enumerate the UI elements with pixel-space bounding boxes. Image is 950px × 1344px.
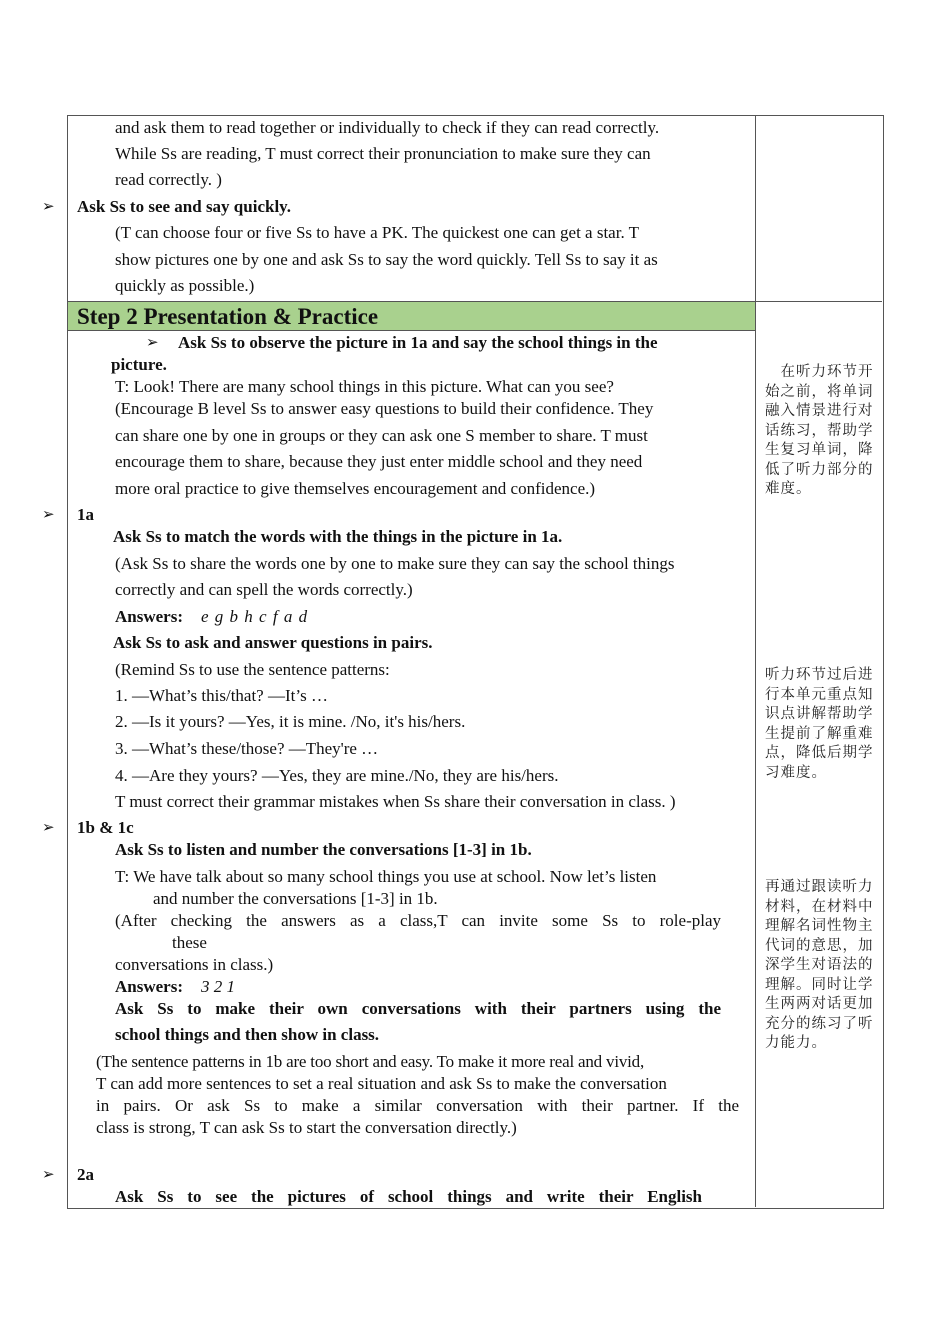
section-label: 1b & 1c: [77, 818, 134, 837]
activity-heading: Ask Ss to match the words with the things in the picture in 1a.: [113, 527, 563, 546]
teaching-note: 再通过跟读听力材料，在材料中理解名词性物主代词的意思，加深学生对语法的理解。同时让学生两两对话更加充分的练习了听力能力。: [765, 879, 874, 1051]
answers-value: e g b h c f a d: [201, 607, 308, 626]
text-line: 4. —Are they yours? —Yes, they are mine./No, they are his/hers.: [115, 766, 559, 785]
activity-heading: Ask Ss to ask and answer questions in pairs.: [113, 633, 433, 652]
teaching-note: 听力环节过后进行本单元重点知识点讲解帮助学生提前了解重难点，降低后期学习难度。: [765, 667, 874, 781]
answers-label: Answers:: [115, 977, 183, 996]
text-line: T must correct their grammar mistakes when Ss share their conversation in class. ): [115, 792, 676, 811]
text-line: correctly and can spell the words correctly.): [115, 580, 413, 599]
text-line: class is strong, T can ask Ss to start the conversation directly.): [96, 1118, 517, 1137]
section-label: 1a: [77, 505, 94, 524]
text-line: and ask them to read together or individually to check if they can read correctly.: [115, 118, 660, 137]
text-line: T can add more sentences to set a real situation and ask Ss to make the conversation: [96, 1074, 667, 1093]
text-line: (Remind Ss to use the sentence patterns:: [115, 660, 390, 679]
activity-heading: Ask Ss to see the pictures of school things and write their English: [115, 1187, 702, 1206]
section-label: 2a: [77, 1165, 94, 1184]
activity-heading: Ask Ss to make their own conversations with their partners using the: [115, 999, 721, 1018]
text-line: T: Look! There are many school things in this picture. What can you see?: [115, 377, 614, 396]
text-line: more oral practice to give themselves encouragement and confidence.): [115, 479, 596, 498]
text-line: (After checking the answers as a class,T can invite some Ss to role-play: [115, 911, 721, 930]
bullet-arrow-icon: ➢: [42, 199, 55, 215]
text-line: 1. —What’s this/that? —It’s …: [115, 686, 328, 705]
text-line: quickly as possible.): [115, 276, 255, 295]
bullet-arrow-icon: ➢: [42, 507, 55, 523]
text-line: can share one by one in groups or they can ask one S member to share. T must: [115, 426, 648, 445]
text-line: show pictures one by one and ask Ss to say the word quickly. Tell Ss to say it as: [115, 250, 658, 269]
text-line: these: [172, 933, 207, 952]
text-line: (The sentence patterns in 1b are too short and easy. To make it more real and vivid,: [96, 1052, 645, 1071]
text-line: encourage them to share, because they just enter middle school and they need: [115, 452, 643, 471]
bullet-arrow-icon: ➢: [42, 820, 55, 836]
text-line: (Encourage B level Ss to answer easy questions to build their confidence. They: [115, 399, 654, 418]
activity-heading: Ask Ss to see and say quickly.: [77, 197, 291, 216]
text-line: 2. —Is it yours? —Yes, it is mine. /No, it's his/hers.: [115, 712, 466, 731]
bullet-arrow-icon: ➢: [146, 335, 159, 351]
column-divider: [755, 115, 756, 1207]
answers-value: 3 2 1: [201, 977, 235, 996]
text-line: in pairs. Or ask Ss to make a similar conversation with their partner. If the: [96, 1096, 739, 1115]
activity-heading: Ask Ss to observe the picture in 1a and say the school things in the: [178, 333, 658, 352]
text-line: read correctly. ): [115, 170, 222, 189]
bullet-arrow-icon: ➢: [42, 1167, 55, 1183]
text-line: and number the conversations [1-3] in 1b.: [153, 889, 438, 908]
activity-heading: school things and then show in class.: [115, 1025, 380, 1044]
text-line: T: We have talk about so many school things you use at school. Now let’s listen: [115, 867, 657, 886]
text-line: conversations in class.): [115, 955, 274, 974]
activity-heading: picture.: [111, 355, 167, 374]
text-line: 3. —What’s these/those? —They're …: [115, 739, 379, 758]
text-line: (T can choose four or five Ss to have a PK. The quickest one can get a star. T: [115, 223, 640, 242]
activity-heading: Ask Ss to listen and number the conversations [1-3] in 1b.: [115, 840, 532, 859]
text-line: While Ss are reading, T must correct their pronunciation to make sure they can: [115, 144, 651, 163]
teaching-note: 在听力环节开始之前，将单词融入情景进行对话练习，帮助学生复习单词，降低了听力部分的难度。: [765, 364, 874, 497]
step-title: Step 2 Presentation & Practice: [77, 304, 379, 329]
text-line: (Ask Ss to share the words one by one to make sure they can say the school things: [115, 554, 675, 573]
answers-label: Answers:: [115, 607, 183, 626]
